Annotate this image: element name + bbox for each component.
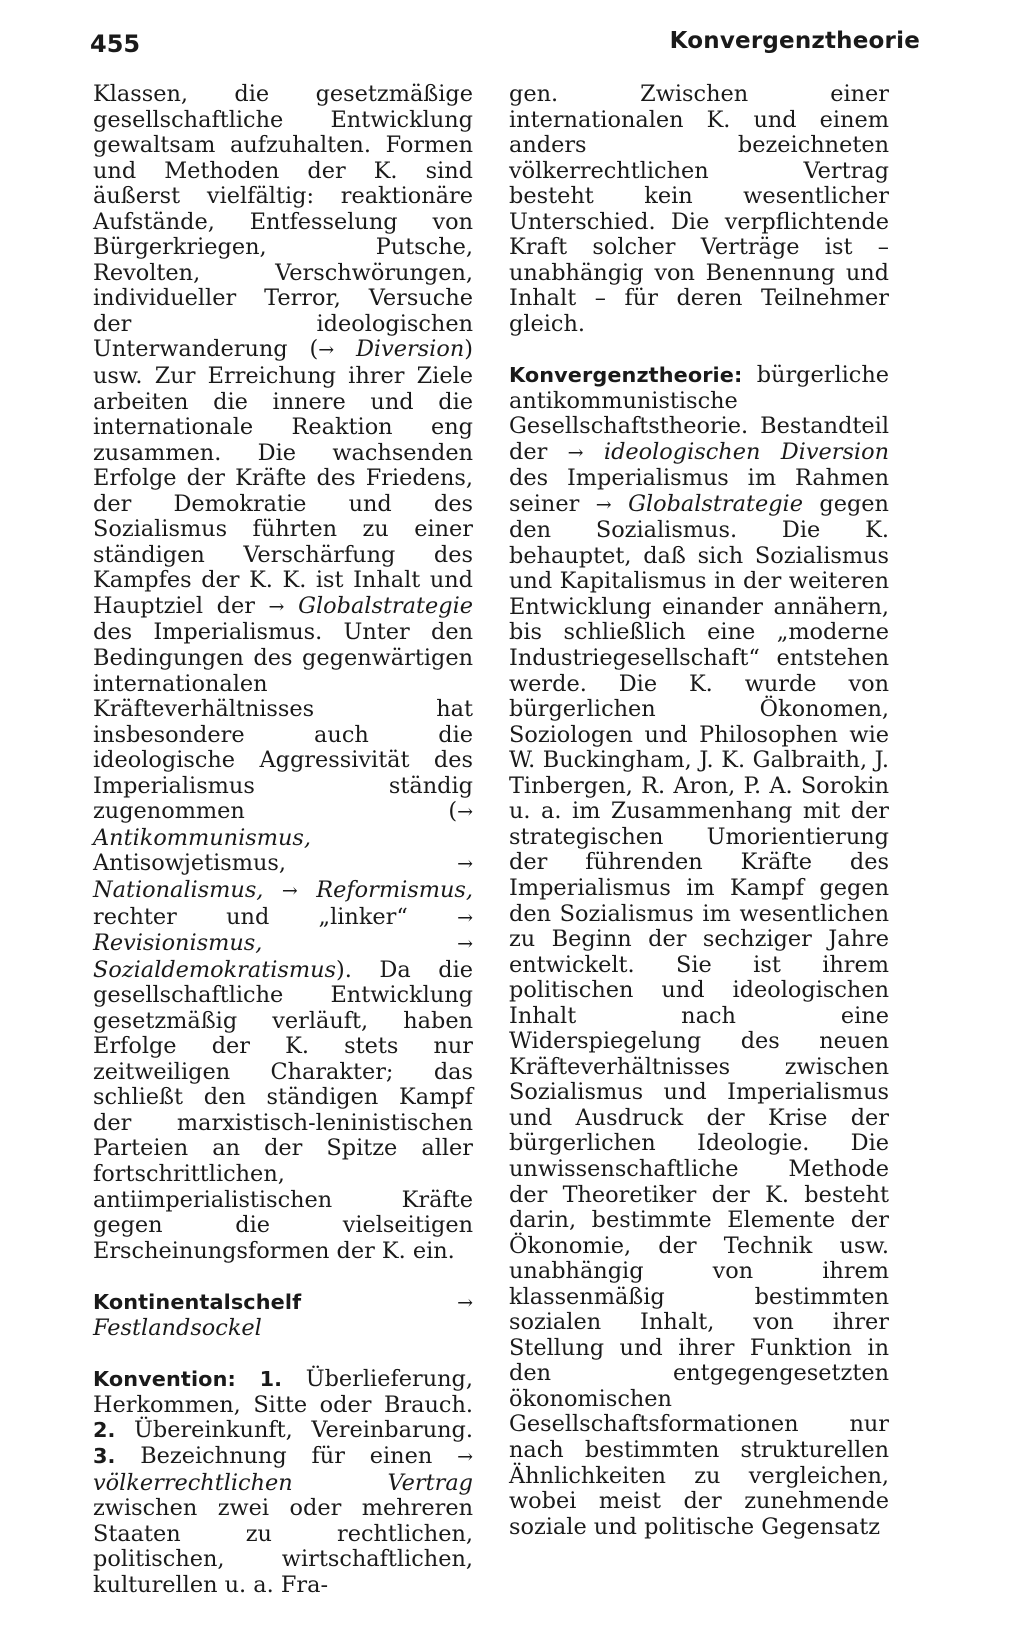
text-segment: Übereinkunft, Vereinbarung. bbox=[115, 1417, 473, 1444]
cross-reference: Globalstrategie bbox=[298, 592, 473, 619]
cross-reference-arrow: → bbox=[318, 339, 335, 362]
text-segment: des Imperialismus im Rahmen seiner bbox=[509, 465, 889, 517]
right-column bbox=[509, 82, 889, 1540]
cross-reference: Revisionismus, bbox=[93, 930, 263, 957]
cross-reference-arrow: → bbox=[281, 879, 298, 902]
entry-kontinentalschelf bbox=[93, 1290, 473, 1342]
cross-reference: Antikommunismus, bbox=[93, 824, 312, 851]
text-segment: ) usw. Zur Erreichung ihrer Ziele arbeiten die innere und die internationale Reaktion eng zusammen. Die wachsenden Erfolge der Kräfte des Friedens, der Demokratie und des Sozialismus führten zu einer ständigen Verschärfung des Kampfes der K. K. ist Inhalt und Hauptziel der bbox=[93, 336, 473, 619]
entry-term: Konvention: bbox=[93, 1367, 236, 1392]
cross-reference-arrow: → bbox=[595, 493, 612, 516]
sense-number: 3. bbox=[93, 1443, 116, 1468]
entry-konvention bbox=[93, 1367, 473, 1598]
cross-reference-arrow: → bbox=[268, 595, 285, 618]
cross-reference-arrow: → bbox=[457, 1291, 473, 1314]
cross-reference-arrow: → bbox=[457, 801, 473, 824]
left-column bbox=[93, 82, 473, 1598]
cross-reference-arrow: → bbox=[457, 906, 473, 929]
sense-number: 2. bbox=[93, 1418, 116, 1443]
cross-reference-arrow: → bbox=[457, 1445, 473, 1468]
running-head: Konvergenztheorie bbox=[669, 28, 920, 54]
entry-continuation-paragraph bbox=[93, 82, 473, 1264]
cross-reference: ideologischen Diversion bbox=[603, 438, 889, 465]
cross-reference-arrow: → bbox=[457, 853, 473, 876]
page-header bbox=[0, 28, 1024, 68]
text-segment: Überlieferung, Herkommen, Sitte oder Brauch. bbox=[93, 1366, 473, 1418]
cross-reference-arrow: → bbox=[457, 933, 473, 956]
cross-reference: Festlandsockel bbox=[93, 1315, 262, 1342]
cross-reference: Diversion bbox=[355, 336, 465, 363]
cross-reference: Sozialdemokratismus bbox=[93, 956, 336, 983]
entry-konvergenztheorie bbox=[509, 363, 889, 1540]
text-segment: bürgerliche antikommunistische Gesellschaftstheorie. Bestandteil der bbox=[509, 362, 889, 465]
cross-reference: Globalstrategie bbox=[628, 490, 803, 517]
cross-reference: Reformismus, bbox=[316, 876, 473, 903]
sense-number: 1. bbox=[259, 1367, 282, 1392]
cross-reference: Nationalismus, bbox=[93, 876, 264, 903]
text-segment: ). Da die gesellschaftliche Entwicklung gesetzmäßig verläuft, haben Erfolge der K. stets nur zeitweiligen Charakter; das schließt den ständigen Kampf der marxistisch-leninistischen Parteien an der Spitze aller fortschrittlichen, antiimperialistischen Kräfte gegen die vielseitigen Erscheinungsformen der K. ein. bbox=[93, 956, 473, 1264]
entry-konvention-continuation: gen. Zwischen einer internationalen K. und einem anders bezeichneten völkerrechtlichen Vertrag besteht kein wesentlicher Unterschied. Die verpflichtende Kraft solcher Verträge ist – unabhängig von Benennung und Inhalt – für deren Teilnehmer gleich. bbox=[509, 81, 889, 337]
text-segment: Klassen, die gesetzmäßige gesellschaftliche Entwicklung gewaltsam aufzuhalten. Formen und Methoden der K. sind äußerst vielfältig: reaktionäre Aufstände, Entfesselung von Bürgerkriegen, Putsche, Revolten, Verschwörungen, individueller Terror, Versuche der ideologischen Unterwanderung ( bbox=[93, 81, 473, 363]
text-segment: rechter und „linker“ bbox=[93, 903, 458, 930]
text-segment: Antisowjetismus, bbox=[93, 850, 458, 877]
page-number: 455 bbox=[90, 30, 141, 58]
text-segment: des Imperialismus. Unter den Bedingungen des gegenwärtigen internationalen Kräfteverhältnisses hat insbesondere auch die ideologische Aggressivität des Imperialismus ständig zugenommen ( bbox=[93, 619, 473, 825]
text-segment: gegen den Sozialismus. Die K. behauptet, daß sich Sozialismus und Kapitalismus in der weiteren Entwicklung einander annähern, bis schließlich eine „moderne Industriegesellschaft“ entstehen werde. Die K. wurde von bürgerlichen Ökonomen, Soziologen und Philosophen wie W. Buckingham, J. K. Galbraith, J. Tinbergen, R. Aron, P. A. Sorokin u. a. im Zusammenhang mit der strategischen Umorientierung der führenden Kräfte des Imperialismus im Kampf gegen den Sozialismus im wesentlichen zu Beginn der sechziger Jahre entwickelt. Sie ist ihrem politischen und ideologischen Inhalt nach eine Widerspiegelung des neuen Kräfteverhältnisses zwischen Sozialismus und Imperialismus und Ausdruck der Krise der bürgerlichen Ideologie. Die unwissenschaftliche Methode der Theoretiker der K. besteht darin, bestimmte Elemente der Ökonomie, der Technik usw. unabhängig von ihrem klassenmäßig bestimmten sozialen Inhalt, von ihrer Stellung und ihrer Funktion in den entgegengesetzten ökonomischen Gesellschaftsformationen nur nach bestimmten strukturellen Ähnlichkeiten zu vergleichen, wobei meist der zunehmende soziale und politische Gegensatz bbox=[509, 490, 889, 1540]
entry-term: Konvergenztheorie: bbox=[509, 363, 743, 388]
text-segment: zwischen zwei oder mehreren Staaten zu rechtlichen, politischen, wirtschaftlichen, kulturellen u. a. Fra- bbox=[93, 1495, 473, 1598]
entry-term: Kontinentalschelf bbox=[93, 1289, 302, 1314]
text-segment: Bezeichnung für einen bbox=[115, 1442, 458, 1469]
cross-reference-arrow: → bbox=[567, 441, 584, 464]
cross-reference: völkerrechtlichen Vertrag bbox=[93, 1469, 473, 1496]
